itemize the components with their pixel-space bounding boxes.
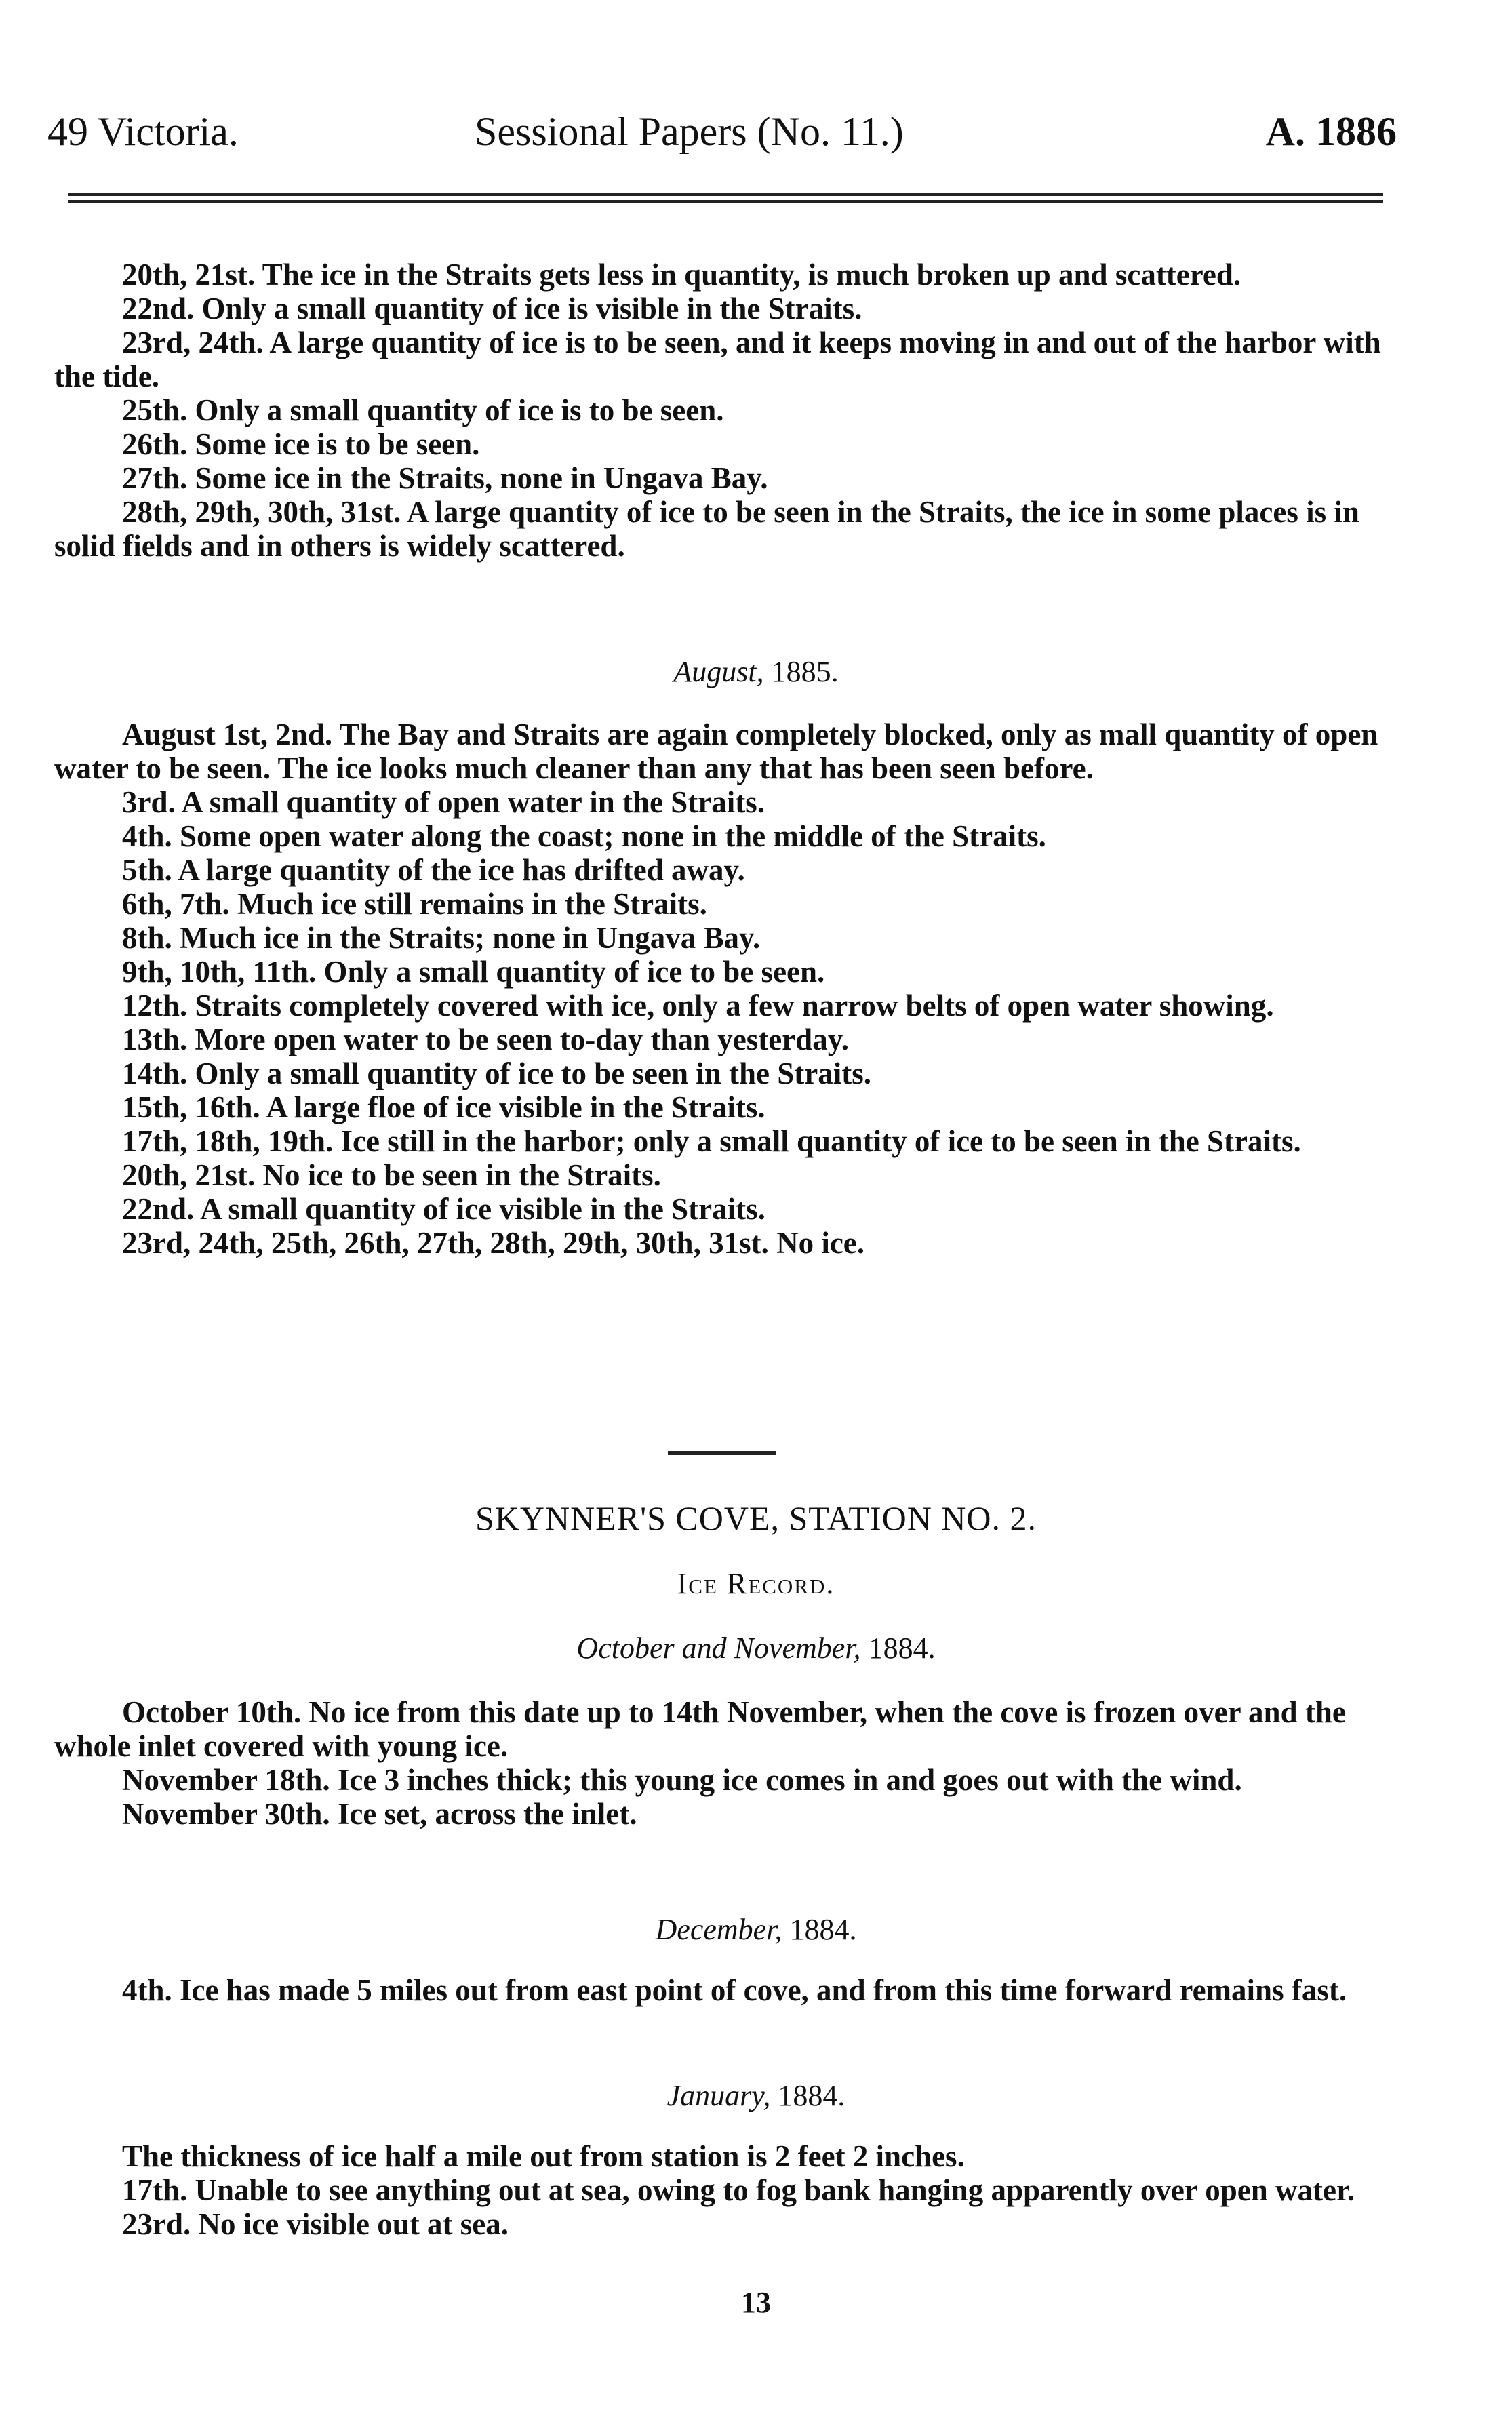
paragraph: 15th, 16th. A large floe of ice visible in the Straits.	[122, 1090, 765, 1124]
paragraph: 26th. Some ice is to be seen.	[122, 427, 480, 461]
paragraph: October 10th. No ice from this date up to 14th November, when the cove is frozen over and the whole inlet covered with young ice.	[54, 1695, 1346, 1763]
paragraph: 23rd. No ice visible out at sea.	[122, 2207, 509, 2241]
station-heading: SKYNNER'S COVE, STATION NO. 2.	[475, 1499, 1037, 1537]
paragraph: November 18th. Ice 3 inches thick; this young ice comes in and goes out with the wind.	[122, 1763, 1242, 1797]
section-july-entries	[54, 258, 1383, 563]
paragraph: 20th, 21st. No ice to be seen in the Straits.	[122, 1158, 661, 1192]
running-head-center: Sessional Papers (No. 11.)	[475, 109, 904, 154]
paragraph: 17th, 18th, 19th. Ice still in the harbor; only a small quantity of ice to be seen in the Straits.	[122, 1124, 1301, 1158]
ice-record-heading: Ice Record.	[677, 1567, 835, 1600]
page-number: 13	[741, 2286, 771, 2319]
paragraph: 6th, 7th. Much ice still remains in the Straits.	[122, 887, 707, 921]
paragraph: 23rd, 24th, 25th, 26th, 27th, 28th, 29th, 30th, 31st. No ice.	[122, 1226, 865, 1260]
section-january-entries	[54, 2139, 1383, 2241]
section-oct-nov-entries	[54, 1695, 1383, 1831]
paragraph: 25th. Only a small quantity of ice is to be seen.	[122, 393, 724, 427]
january-heading	[0, 2078, 1512, 2113]
heading-month: December,	[655, 1913, 782, 1946]
paragraph: 9th, 10th, 11th. Only a small quantity of ice to be seen.	[122, 955, 825, 989]
running-head	[47, 108, 1397, 163]
heading-month: October and November,	[576, 1631, 861, 1665]
paragraph: 20th, 21st. The ice in the Straits gets less in quantity, is much broken up and scattered.	[122, 258, 1241, 292]
paragraph: 4th. Ice has made 5 miles out from east point of cove, and from this time forward remains fast.	[122, 1973, 1347, 2007]
paragraph: 5th. A large quantity of the ice has drifted away.	[122, 853, 745, 887]
december-heading	[0, 1912, 1512, 1947]
running-head-left: 49 Victoria.	[47, 109, 239, 154]
paragraph: 23rd, 24th. A large quantity of ice is to be seen, and it keeps moving in and out of the harbor with the tide.	[54, 325, 1381, 393]
paragraph: 4th. Some open water along the coast; none in the middle of the Straits.	[122, 819, 1046, 853]
paragraph: The thickness of ice half a mile out from station is 2 feet 2 inches.	[122, 2139, 965, 2173]
heading-month: August,	[673, 655, 764, 688]
section-august-entries	[54, 717, 1383, 1260]
section-divider-rule	[668, 1451, 776, 1455]
paragraph: 17th. Unable to see anything out at sea, owing to fog bank hanging apparently over open water.	[122, 2173, 1355, 2207]
august-heading	[0, 654, 1512, 689]
heading-year: 1884.	[789, 1913, 857, 1946]
paragraph: 3rd. A small quantity of open water in the Straits.	[122, 785, 765, 819]
paragraph: 12th. Straits completely covered with ice, only a few narrow belts of open water showing.	[122, 989, 1274, 1023]
running-head-right: A. 1886	[1265, 109, 1397, 154]
heading-month: January,	[667, 2079, 771, 2112]
paragraph: 8th. Much ice in the Straits; none in Ungava Bay.	[122, 921, 761, 955]
heading-year: 1884.	[778, 2079, 845, 2112]
paragraph: 22nd. Only a small quantity of ice is visible in the Straits.	[122, 292, 862, 325]
paragraph: 27th. Some ice in the Straits, none in Ungava Bay.	[122, 461, 768, 495]
paragraph: 14th. Only a small quantity of ice to be seen in the Straits.	[122, 1056, 872, 1090]
header-double-rule	[68, 193, 1383, 203]
heading-year: 1885.	[771, 655, 839, 688]
paragraph: November 30th. Ice set, across the inlet.	[122, 1797, 637, 1831]
paragraph: 22nd. A small quantity of ice visible in the Straits.	[122, 1192, 765, 1226]
section-december-entries	[54, 1973, 1383, 2007]
paragraph: 13th. More open water to be seen to-day than yesterday.	[122, 1023, 849, 1056]
paragraph: 28th, 29th, 30th, 31st. A large quantity of ice to be seen in the Straits, the ice in some places is in solid fields and in others is widely scattered.	[54, 495, 1359, 563]
heading-year: 1884.	[868, 1631, 936, 1665]
paragraph: August 1st, 2nd. The Bay and Straits are again completely blocked, only as mall quantity of open water to be seen. The ice looks much cleaner than any that has been seen before.	[54, 717, 1378, 785]
oct-nov-heading	[0, 1631, 1512, 1665]
